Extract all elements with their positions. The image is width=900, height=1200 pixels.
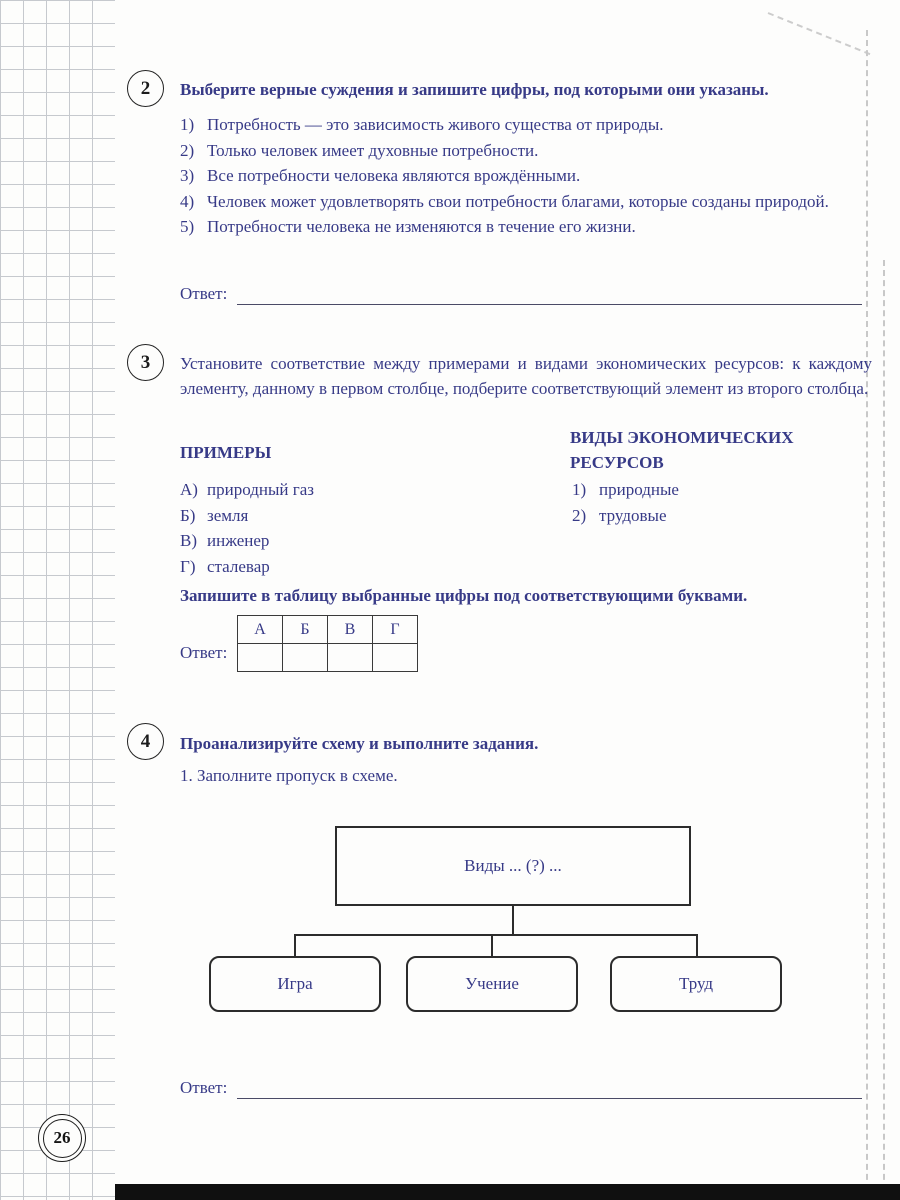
answer-blank-line[interactable] — [237, 1078, 862, 1099]
answer-cell-v[interactable] — [328, 644, 373, 672]
statement-3-marker: 3) — [180, 166, 195, 185]
scheme-child-2-label: Учение — [465, 974, 519, 993]
answer-cell-a[interactable] — [238, 644, 283, 672]
question-2-answer-row — [180, 283, 862, 305]
question-2-prompt: Выберите верные суждения и запишите цифры, под которыми они указаны. — [180, 80, 769, 99]
scheme-child-box-1 — [209, 956, 381, 1012]
scheme-connector-drop-3 — [696, 934, 698, 956]
statement-5-text: Потребности человека не изменяются в течение его жизни. — [207, 217, 636, 236]
answer-blank-line[interactable] — [237, 284, 862, 305]
page-edge-dash-diagonal — [768, 12, 871, 55]
example-b — [180, 503, 510, 529]
example-a-text: природный газ — [207, 480, 314, 499]
answer-table-input-row — [238, 644, 418, 672]
type-2 — [572, 503, 822, 529]
answer-label: Ответ: — [180, 1078, 228, 1097]
example-v-marker: В) — [180, 531, 197, 550]
example-a — [180, 477, 510, 503]
question-2-statements — [180, 112, 864, 240]
statement-4 — [180, 189, 864, 215]
page-number: 26 — [43, 1119, 82, 1158]
type-1 — [572, 477, 822, 503]
question-3-prompt: Установите соответствие между примерами и видами экономических ресурсов: к каждому элементу, данному в первом столбце, подберите соответствующий элемент из второго столбца. — [180, 354, 872, 398]
example-b-text: земля — [207, 505, 249, 525]
answer-table-header-g: Г — [373, 616, 418, 644]
answer-label: Ответ: — [180, 284, 228, 303]
page-number-badge — [38, 1114, 86, 1162]
scheme-connector-bar — [294, 934, 698, 936]
question-4-number-badge — [127, 723, 164, 760]
scheme-child-1-label: Игра — [277, 974, 313, 993]
question-3-answer-table — [237, 615, 418, 672]
scheme-root-box — [335, 826, 691, 906]
statement-3-text: Все потребности человека являются врождёнными. — [207, 166, 581, 185]
scheme-child-box-2 — [406, 956, 578, 1012]
question-3-examples — [180, 477, 510, 579]
answer-table-header-b: Б — [283, 616, 328, 644]
example-v — [180, 528, 510, 554]
statement-4-marker: 4) — [180, 191, 195, 211]
example-g-text: сталевар — [207, 556, 270, 576]
answer-table-header-row — [238, 616, 418, 644]
example-g-marker: Г) — [180, 556, 196, 576]
question-2-number: 2 — [140, 77, 151, 99]
statement-2-text: Только человек имеет духовные потребности. — [207, 140, 539, 160]
answer-cell-b[interactable] — [283, 644, 328, 672]
scheme-connector-drop-2 — [491, 934, 493, 956]
question-4-subtask: 1. Заполните пропуск в схеме. — [180, 766, 398, 785]
question-3-number: 3 — [140, 351, 151, 373]
example-b-marker: Б) — [180, 505, 196, 525]
question-4-answer-row — [180, 1077, 862, 1099]
statement-1 — [180, 112, 864, 138]
example-a-marker: А) — [180, 480, 198, 499]
question-3-left-header: ПРИМЕРЫ — [180, 443, 272, 462]
scheme-connector-drop-1 — [294, 934, 296, 956]
question-3-instruction: Запишите в таблицу выбранные цифры под соответствующими буквами. — [180, 586, 748, 605]
statement-4-text: Человек может удовлетворять свои потребности благами, которые созданы природой. — [207, 191, 829, 211]
example-g — [180, 554, 510, 580]
bottom-black-bar — [115, 1184, 900, 1200]
question-3-number-badge — [127, 344, 164, 381]
scheme-diagram — [0, 800, 900, 1075]
type-2-text: трудовые — [599, 505, 667, 525]
statement-3 — [180, 163, 864, 189]
scheme-connector-stem — [512, 906, 514, 936]
question-3-right-header: ВИДЫ ЭКОНОМИЧЕСКИХ РЕСУРСОВ — [570, 428, 794, 472]
answer-label: Ответ: — [180, 643, 228, 662]
question-4-number: 4 — [140, 730, 151, 752]
scheme-child-box-3 — [610, 956, 782, 1012]
question-4-prompt: Проанализируйте схему и выполните задания. — [180, 734, 539, 753]
statement-2 — [180, 138, 864, 164]
statement-5 — [180, 214, 864, 240]
answer-table-header-a: А — [238, 616, 283, 644]
question-2-number-badge — [127, 70, 164, 107]
example-v-text: инженер — [207, 531, 270, 550]
question-3-types — [572, 477, 822, 528]
type-1-text: природные — [599, 480, 679, 499]
type-2-marker: 2) — [572, 505, 587, 525]
statement-2-marker: 2) — [180, 140, 195, 160]
scheme-child-3-label: Труд — [678, 974, 714, 993]
statement-1-text: Потребность — это зависимость живого существа от природы. — [207, 115, 664, 134]
scheme-root-label: Виды ... (?) ... — [464, 856, 562, 875]
answer-cell-g[interactable] — [373, 644, 418, 672]
type-1-marker: 1) — [572, 480, 587, 499]
statement-5-marker: 5) — [180, 217, 195, 236]
statement-1-marker: 1) — [180, 115, 195, 134]
answer-table-header-v: В — [328, 616, 373, 644]
